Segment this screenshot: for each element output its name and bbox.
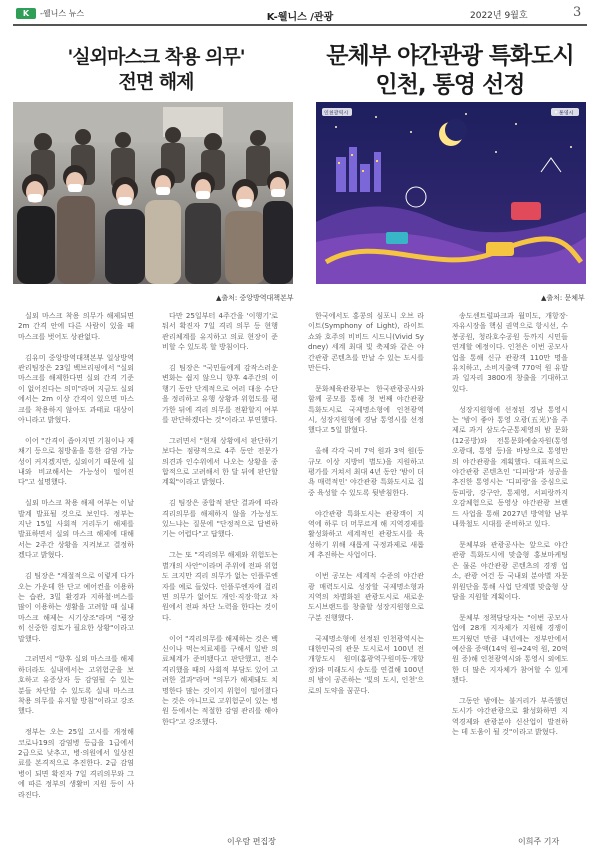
article-paragraph: 그동안 밤에는 불거리가 부족했던 도시가 야간관광으로 활성화하면 지역경제와 관광분야 신산업이 발전하는 데 도움이 될 것"이라고 밝혔다. <box>452 695 568 737</box>
article-paragraph: 그러면서 "현재 상황에서 판단하기보다는 점량적으로 4주 동안 전문가 의견과 인수위에서 나오는 상황을 종합적으로 고려해서 한 달 뒤에 판단할 계획"이라고 밝혔다. <box>162 435 278 487</box>
right-headline-line1: 문체부 야간관광 특화도시 <box>326 43 574 69</box>
issue-date: 2022년 9월호 <box>470 11 528 21</box>
right-headline <box>308 42 592 100</box>
poster-left-label: 인천광역시 <box>324 110 349 117</box>
left-headline-line1: '실외마스크 착용 의무' <box>67 46 245 68</box>
left-article-column-1 <box>18 311 134 810</box>
article-paragraph: 김 팀장은 "계절적으로 이렇게 다가오는 가운데 한 단고 예어컨을 이용하는 습관, 3밀 환경과 지하철·버스를 많이 이용하는 생활을 고려할 때 실내마스크 해제는 시기상조"라며 "굉장히 신중한 검토가 필요한 상황"이라고 말했다. <box>18 571 134 643</box>
article-paragraph: 야간관광 특화도시는 관광객이 지역에 하루 더 머무르게 해 지역경제를 활성화하고 세계적인 관광도시를 육성하기 위해 새롭게 국정과제로 새롭게 추진하는 사업이다. <box>308 508 424 560</box>
article-paragraph: 올해 각각 국비 7억 원과 3억 원(등 규모 이상 지방비 별도)을 지원하고 평가를 거쳐서 최대 4년 동안 '밤이 더 욕 매력적인' 야간관광 특화도시로 집중 육성할 수 있도록 뒷받침한다. <box>308 446 424 497</box>
article-paragraph: 김 팀장은 종합적 판단 결과에 따라 격리의무를 해제하지 않을 가능성도 있느냐는 질문에 "단정적으로 답변하기는 어렵다"고 답했다. <box>162 498 278 539</box>
article-paragraph: 문화체육관광부는 한국관광공사와 함께 공모를 통해 첫 번째 야간관광 특화도시로 국제명소형에 인천광역시, 성장지원형에 경남 통영시를 선정했다고 5일 밝혔다. <box>308 383 424 435</box>
right-article-column-2 <box>452 311 568 748</box>
header-divider <box>13 24 587 26</box>
right-byline: 이희주 기자 <box>518 837 560 846</box>
article-paragraph: 송도센트럴파크과 월미도, 개항장·자유시장을 핵심 권역으로 항시선, 수봉공원, 청라호수공원 등까지 시민들 연계할 예정이다. 인천은 이번 공모사업을 통해 신규 관광객 110만 명을 유치하고, 소비지출액 770억 원 유발과 일자리 3800개 창출을 기대하고 있다. <box>452 311 568 393</box>
article-paragraph: 국제명소형에 선정된 인천광역시는 대한민국의 관문 도시로서 100년 전 개항도시 원미(홈광역구원미동·개항장)와 미래도시 송도를 연결해 100년의 밤이 공존하는 '빛의 도시, 인천'으로의 도약을 꿈꾼다. <box>308 633 424 695</box>
left-article-column-2 <box>162 311 278 738</box>
article-paragraph: 문체부 정책담당자는 "이번 공모사업에 28개 지자체가 지원해 경쟁이 뜨거웠던 만큼 내년에는 정부안에서 예산을 증액(14억 원→24억 원, 20억 원 증)해 인천광역시와 통영시 외에도 한 더 많은 지자체가 참여할 수 있게 됐다. <box>452 612 568 685</box>
article-paragraph: 다만 25일부터 4주간을 '이행기'로 둬서 확진자 7일 격리 의무 등 현행 관리체계를 유지하고 의료 현장이 준비할 수 있도록 할 방침이다. <box>162 311 278 352</box>
article-paragraph: 한국에서도 홍콩의 심포니 오브 라이트(Symphony of Light), 라이트 쇼와 호주의 비비드 시드니(Vivid Sydney) 세계 최대 빛 축제와 같은 야간관광 콘텐츠를 만날 수 있는 도시를 만든다. <box>308 311 424 373</box>
poster-right-label: 통영시 <box>559 110 574 117</box>
article-paragraph: 그는 또 "격리의무 해제와 위험도는 별개의 사안"이라며 주위에 전파 위험도 크지만 격리 의무가 없는 인플루엔자를 예로 들었다. 인플루엔자에 걸리면 의무가 없어도 개인·직장·학교 차원에서 전파 차단 노력을 한다는 것이다. <box>162 550 278 622</box>
left-headline <box>20 45 292 95</box>
masked-crowd-photo <box>13 102 293 284</box>
k-wellness-logo: K <box>16 8 36 19</box>
page-header <box>0 0 600 28</box>
article-paragraph: 이어 "격리의무를 해제하는 것은 백신이나 먹는치료제를 구해서 일반 의료체계가 준비됐다고 판단했고, 전수 격리했을 때의 사회적 부담도 있어 고려한 결과"라며 "의무가 해제돼도 치명한다 많는 것이지 위험이 떨어졌다는 것은 아니므로 고위험군이 있는 병원 등에서는 적절한 감염 관리를 해야 한다"고 강조했다. <box>162 633 278 726</box>
article-paragraph: 김 팀장은 "국민들에게 감작스러운 변화는 쉽지 않으니 향후 4주간의 이행기 동안 단계적으로 여러 대응 수단을 정리하고 유행 상황과 위험도를 평가한 뒤에 격리 의무를 전환할지 여부를 판단하겠다는 것"이라고 부연했다. <box>162 363 278 425</box>
night-tourism-poster <box>316 102 586 284</box>
article-paragraph: 실외 마스크 착용 해제 여부는 이날 발계 발표될 것으로 보인다. 정부는 지난 15일 사회적 거리두기 해제를 발표하면서 실외 마스크 해제에 대해서는 2주간 상황을 지켜보고 결정하겠다고 밝혔다. <box>18 498 134 560</box>
article-paragraph: 실외 마스크 착용 의무가 해제되면 2m 간격 안에 다른 사람이 있을 때 마스크를 벗어도 상관없다. <box>18 311 134 341</box>
logo-text: -웰니스 뉴스 <box>40 9 85 18</box>
section-title: K-웰니스 /관광 <box>266 12 334 23</box>
article-paragraph: 문체부와 관광공사는 앞으로 야간관광 특화도시에 맞춤형 홍보마케팅은 물론 야간관광 콘텐츠의 경쟁 업소, 관광 여건 등 국내외 분야별 자문위원단을 통해 사업 단계별 맞춤형 상담을 지원할 계획이다. <box>452 539 568 601</box>
left-byline: 이우람 편집장 <box>227 837 276 846</box>
left-photo-credit: ▲출처: 중앙방역대책본부 <box>216 294 294 302</box>
right-article-column-1 <box>308 311 424 706</box>
article-paragraph: 이어 "간격이 좁아지면 기침이나 재채기 등으로 침방울을 통한 감염 가능성이 커지겠지만, 실외이기 때문에 실내와 비교해서는 가능성이 떨어진다"고 설명했다. <box>18 435 134 487</box>
article-paragraph: 성장지원형에 선정된 경남 통영시는 '밤이 좋아 통영 오광(五光)'을 주제로 과거 삼도수군통제영의 밤 문화(12공방)와 전통문화예술자원(통영 오광대, 통영 등)을 바탕으로 통영만의 야간관광을 계획했다. 대표적으로 야간관광 콘텐츠인 '디피랑'과 성공을 추진한 통영시는 '디피랑'을 중심으로 동피랑, 강구안, 통제영, 서피랑까지 오감체험으로 동영상 야간관광 브랜드 사업을 통해 2027년 방역할 남부내륙철도 시대를 준비하고 있다. <box>452 404 568 529</box>
article-paragraph: 정부는 오는 25일 고시를 개정해 코로나19의 감염병 등급을 1급에서 2급으로 낮추고, 병·의원에서 일상진료를 본격적으로 추진한다. 2급 감염병이 되면 확진자 7일 격리의무와 그에 따른 정부의 생활비 지원 등이 사라진다. <box>18 727 134 799</box>
article-paragraph: 김유미 중앙방역대책본부 일상방역관리팀장은 23일 백브리핑에서 "실외 마스크를 해제한다면 실외 간격 기준이 없어진다는 의미"라며 지금도 실외에서는 2m 이상 간격이 있으면 마스크를 착용하지 않아도 과태료 대상이 아니라고 밝혔다. <box>18 352 134 425</box>
article-paragraph: 이번 공모는 세계적 수준의 야간관광 매력도시로 성장할 국제명소형과 지역의 차별화된 관광도시로 새로운 도시브랜드를 창출할 성장지원형으로 구분 진행했다. <box>308 571 424 622</box>
article-paragraph: 그러면서 "향후 실외 마스크를 해제하더라도 실내에서는 고위험군을 보호하고 유증상자 등 감염될 수 있는 분들 차단할 수 있도록 실내 마스크 착용 의무를 유지할 방침"이라고 강조했다. <box>18 654 134 716</box>
right-headline-line2: 인천, 통영 선정 <box>375 72 525 98</box>
page-number: 3 <box>573 5 582 20</box>
right-photo-credit: ▲출처: 문체부 <box>541 294 585 302</box>
left-headline-line2: 전면 해제 <box>118 71 194 93</box>
